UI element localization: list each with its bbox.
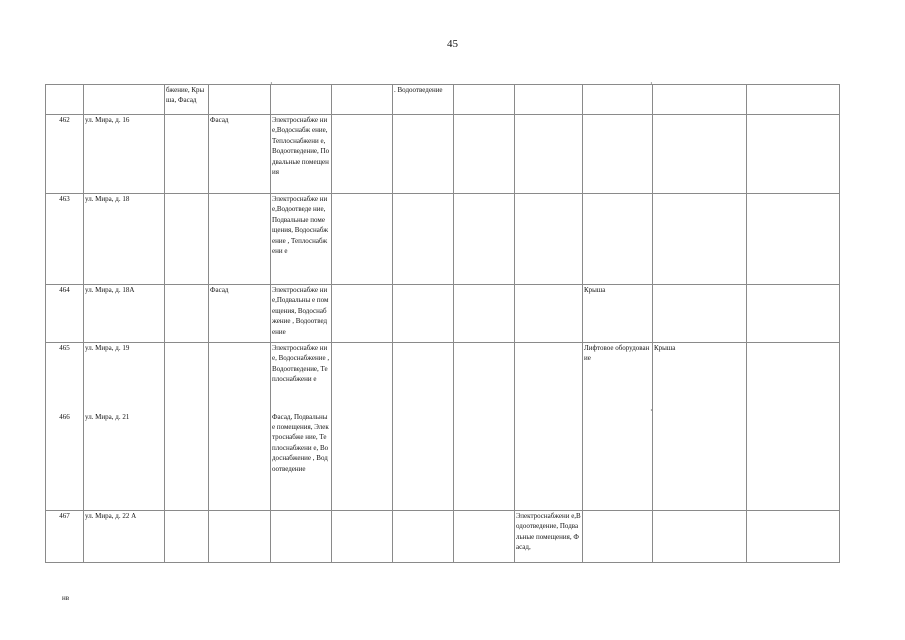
address-cell: ул. Мира, д. 19 [84,343,165,412]
table-cell: Электроснабже ние,Водоотведе ние, Подвальные помещения, Водоснабжение , Теплоснабжени е [271,194,332,285]
table-cell [393,194,454,285]
table-cell: . Водоотведение [393,85,454,115]
table-cell [515,194,583,285]
table-cell [653,511,747,563]
scan-speck: · [650,406,653,415]
table-cell [165,511,209,563]
table-cell [583,511,653,563]
table-cell [332,285,393,343]
table-cell [515,115,583,194]
address-cell: ул. Мира, д. 21 [84,412,165,511]
table-row [46,412,840,511]
table-cell [332,412,393,511]
table-cell [393,343,454,412]
table-cell: Электроснабже ние, Водоснабжение , Водоотведение, Теплоснабжени е [271,343,332,412]
row-number: 464 [46,285,84,343]
footer-mark: нв [62,594,70,602]
table-cell [454,343,515,412]
table-cell [332,194,393,285]
table-cell [653,285,747,343]
table-cell [583,194,653,285]
table-cell [747,285,840,343]
address-cell: ул. Мира, д. 22 А [84,511,165,563]
table-row [46,343,840,412]
table-cell [209,343,271,412]
row-number: 466 [46,412,84,511]
table-cell [393,285,454,343]
table-cell [209,194,271,285]
table-cell [515,285,583,343]
table-row [46,115,840,194]
table-cell [747,85,840,115]
table-cell [653,194,747,285]
table-cell [583,85,653,115]
table-cell [747,194,840,285]
table-cell [653,115,747,194]
table-cell: Фасад [209,115,271,194]
table-cell [454,511,515,563]
repair-schedule-table [45,84,840,563]
table-cell: Фасад, Подвальные помещения, Электроснабже ние, Теплоснабжени е, Водоснабжение , Водоотведение [271,412,332,511]
table-cell [515,85,583,115]
table-cell: Крыша [583,285,653,343]
table-cell: Электроснабже ние,Водоснабж ение, Теплоснабжени е, Водоотведение, Подвальные помещения [271,115,332,194]
table-cell [165,343,209,412]
table-cell [165,412,209,511]
table-cell [165,115,209,194]
table-cell [515,343,583,412]
scan-speck: · [650,79,653,88]
table-cell [583,412,653,511]
table-cell: Фасад [209,285,271,343]
table-cell [209,85,271,115]
table-cell [209,511,271,563]
scan-speck: · [270,79,273,88]
table-cell [271,511,332,563]
table-cell [583,115,653,194]
table-cell [332,511,393,563]
table-cell [332,115,393,194]
table-cell [454,285,515,343]
row-number [46,85,84,115]
address-cell: ул. Мира, д. 18 [84,194,165,285]
row-number: 465 [46,343,84,412]
table-cell: Электроснабже ние,Подвальны е помещения, Водоснабжение , Водоотведение [271,285,332,343]
table-cell [454,85,515,115]
table-cell: бжение, Крыша, Фасад [165,85,209,115]
table-row [46,285,840,343]
row-number: 467 [46,511,84,563]
table-cell [747,343,840,412]
table-cell [209,412,271,511]
table-cell [747,412,840,511]
row-number: 462 [46,115,84,194]
table-cell [515,412,583,511]
table-cell [393,511,454,563]
table-cell [653,85,747,115]
address-cell: ул. Мира, д. 16 [84,115,165,194]
table-cell [747,115,840,194]
row-number: 463 [46,194,84,285]
table-cell: Крыша [653,343,747,412]
table-cell [454,194,515,285]
address-cell: ул. Мира, д. 18А [84,285,165,343]
table-row [46,194,840,285]
table-cell [454,412,515,511]
page-number: 45 [447,38,458,50]
address-cell [84,85,165,115]
table-row [46,85,840,115]
table-cell [165,194,209,285]
table-cell [653,412,747,511]
table-cell [271,85,332,115]
table-cell [332,343,393,412]
table-cell [393,115,454,194]
table-cell: Электроснабжени е,Водоотведение, Подвальные помещения, Фасад, [515,511,583,563]
table-cell [332,85,393,115]
table-cell [165,285,209,343]
table-cell [747,511,840,563]
table-cell [454,115,515,194]
table-cell [393,412,454,511]
table-cell: Лифтовое оборудование [583,343,653,412]
table-row [46,511,840,563]
